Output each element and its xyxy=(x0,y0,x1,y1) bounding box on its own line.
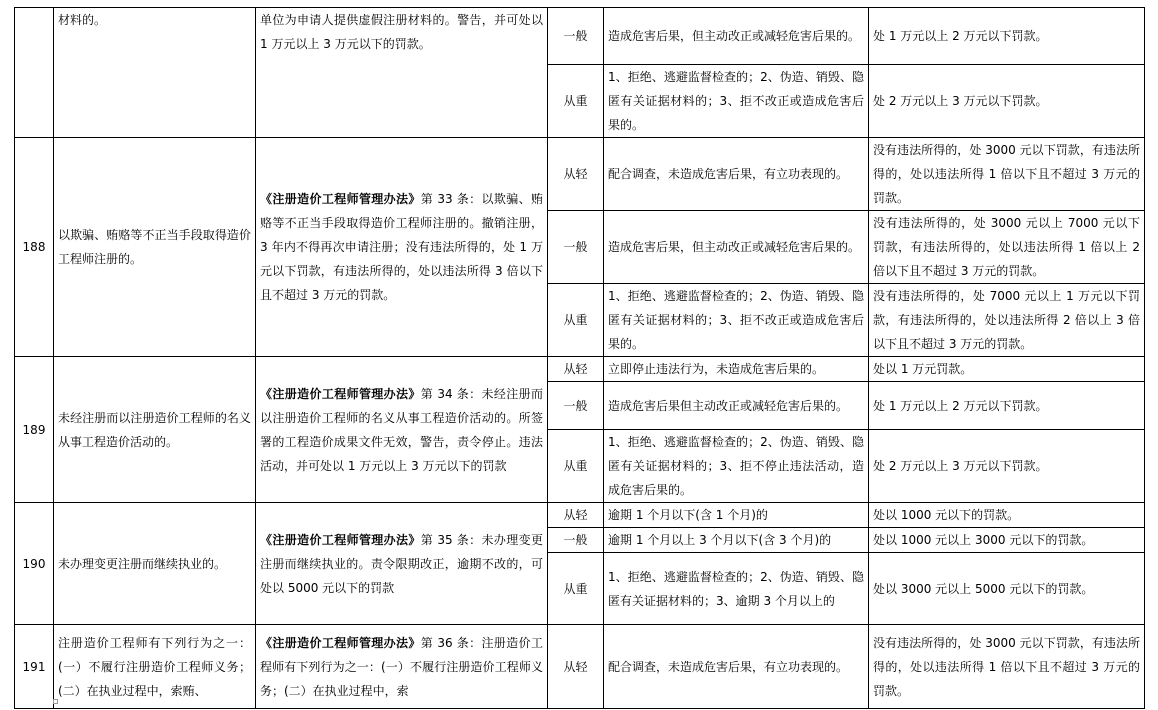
level-cell: 从重 xyxy=(548,284,604,357)
violation-cell: 未办理变更注册而继续执业的。 xyxy=(54,503,256,625)
circumstance-cell: 造成危害后果，但主动改正或减轻危害后果的。 xyxy=(604,8,869,65)
row-number xyxy=(15,8,54,138)
level-cell: 从重 xyxy=(548,430,604,503)
circumstance-cell: 逾期 1 个月以下(含 1 个月)的 xyxy=(604,503,869,528)
basis-text: 第 33 条：以欺骗、贿赂等不正当手段取得造价工程师注册的。撤销注册，3 年内不得再次申请注册；没有违法所得的，处 1 万元以下罚款，有违法所得的，处以违法所得 3 倍以下且不超过 3 万元的罚款。 xyxy=(260,192,543,302)
row-number: 189 xyxy=(15,357,54,503)
circumstance-cell: 造成危害后果但主动改正或减轻危害后果的。 xyxy=(604,382,869,430)
law-name: 《注册造价工程师管理办法》 xyxy=(260,192,421,206)
law-name: 《注册造价工程师管理办法》 xyxy=(260,386,421,401)
row-number: 191 xyxy=(15,625,54,709)
level-cell: 从重 xyxy=(548,65,604,138)
basis-text: 第 35 条：未办理变更注册而继续执业的。责令限期改正，逾期不改的，可处以 5000 元以下的罚款 xyxy=(260,532,543,595)
law-name: 《注册造价工程师管理办法》 xyxy=(260,635,421,650)
level-cell: 从轻 xyxy=(548,357,604,382)
legal-basis-cell xyxy=(256,625,548,709)
level-cell: 从重 xyxy=(548,553,604,625)
penalty-cell: 处以 1 万元罚款。 xyxy=(869,357,1145,382)
basis-text: 第 36 条：注册造价工程师有下列行为之一：(一）不履行注册造价工程师义务；(二）在执业过程中，索 xyxy=(260,635,543,698)
table-row xyxy=(15,625,1145,709)
circumstance-cell: 立即停止违法行为，未造成危害后果的。 xyxy=(604,357,869,382)
violation-cell: 注册造价工程师有下列行为之一：(一）不履行注册造价工程师义务；(二）在执业过程中，索贿、 xyxy=(54,625,256,709)
table-row xyxy=(15,503,1145,528)
penalty-standards-table xyxy=(14,7,1145,709)
penalty-cell: 没有违法所得的，处 7000 元以上 1 万元以下罚款，有违法所得的，处以违法所得 2 倍以上 3 倍以下且不超过 3 万元的罚款。 xyxy=(869,284,1145,357)
penalty-cell: 处以 3000 元以上 5000 元以下的罚款。 xyxy=(869,553,1145,625)
circumstance-cell: 1、拒绝、逃避监督检查的；2、伪造、销毁、隐匿有关证据材料的；3、逾期 3 个月以上的 xyxy=(604,553,869,625)
penalty-cell: 没有违法所得的，处 3000 元以下罚款，有违法所得的，处以违法所得 1 倍以下且不超过 3 万元的罚款。 xyxy=(869,138,1145,211)
legal-basis-cell xyxy=(256,138,548,357)
level-cell: 一般 xyxy=(548,382,604,430)
penalty-cell: 处 2 万元以上 3 万元以下罚款。 xyxy=(869,430,1145,503)
basis-text: 单位为申请人提供虚假注册材料的。警告，并可处以 1 万元以上 3 万元以下的罚款。 xyxy=(260,13,543,51)
penalty-cell: 没有违法所得的，处 3000 元以上 7000 元以下罚款，有违法所得的，处以违法所得 1 倍以上 2 倍以下且不超过 3 万元的罚款。 xyxy=(869,211,1145,284)
circumstance-cell: 配合调查，未造成危害后果，有立功表现的。 xyxy=(604,138,869,211)
table-row xyxy=(15,357,1145,382)
penalty-cell: 处 2 万元以上 3 万元以下罚款。 xyxy=(869,65,1145,138)
circumstance-cell: 1、拒绝、逃避监督检查的；2、伪造、销毁、隐匿有关证据材料的；3、拒不改正或造成危害后果的。 xyxy=(604,65,869,138)
penalty-cell: 处 1 万元以上 2 万元以下罚款。 xyxy=(869,382,1145,430)
circumstance-cell: 配合调查，未造成危害后果，有立功表现的。 xyxy=(604,625,869,709)
table-row xyxy=(15,138,1145,211)
level-cell: 一般 xyxy=(548,8,604,65)
table-row xyxy=(15,8,1145,65)
penalty-cell: 处以 1000 元以下的罚款。 xyxy=(869,503,1145,528)
level-cell: 一般 xyxy=(548,528,604,553)
basis-text: 第 34 条：未经注册而以注册造价工程师的名义从事工程造价活动的。所签署的工程造价成果文件无效，警告，责令停止。违法活动，并可处以 1 万元以上 3 万元以下的罚款 xyxy=(260,386,543,473)
level-cell: 从轻 xyxy=(548,138,604,211)
violation-cell: 未经注册而以注册造价工程师的名义从事工程造价活动的。 xyxy=(54,357,256,503)
penalty-cell: 处以 1000 元以上 3000 元以下的罚款。 xyxy=(869,528,1145,553)
legal-basis-cell xyxy=(256,503,548,625)
law-name: 《注册造价工程师管理办法》 xyxy=(260,532,421,547)
level-cell: 从轻 xyxy=(548,625,604,709)
level-cell: 从轻 xyxy=(548,503,604,528)
row-number: 190 xyxy=(15,503,54,625)
circumstance-cell: 1、拒绝、逃避监督检查的；2、伪造、销毁、隐匿有关证据材料的；3、拒不停止违法活动，造成危害后果的。 xyxy=(604,430,869,503)
circumstance-cell: 逾期 1 个月以上 3 个月以下(含 3 个月)的 xyxy=(604,528,869,553)
penalty-cell: 处 1 万元以上 2 万元以下罚款。 xyxy=(869,8,1145,65)
legal-basis-cell xyxy=(256,357,548,503)
penalty-cell: 没有违法所得的，处 3000 元以下罚款，有违法所得的，处以违法所得 1 倍以下且不超过 3 万元的罚款。 xyxy=(869,625,1145,709)
circumstance-cell: 造成危害后果，但主动改正或减轻危害后果的。 xyxy=(604,211,869,284)
violation-cell: 材料的。 xyxy=(54,8,256,138)
violation-cell: 以欺骗、贿赂等不正当手段取得造价工程师注册的。 xyxy=(54,138,256,357)
level-cell: 一般 xyxy=(548,211,604,284)
row-number: 188 xyxy=(15,138,54,357)
paragraph-marker xyxy=(53,699,58,704)
legal-basis-cell xyxy=(256,8,548,138)
circumstance-cell: 1、拒绝、逃避监督检查的；2、伪造、销毁、隐匿有关证据材料的；3、拒不改正或造成危害后果的。 xyxy=(604,284,869,357)
